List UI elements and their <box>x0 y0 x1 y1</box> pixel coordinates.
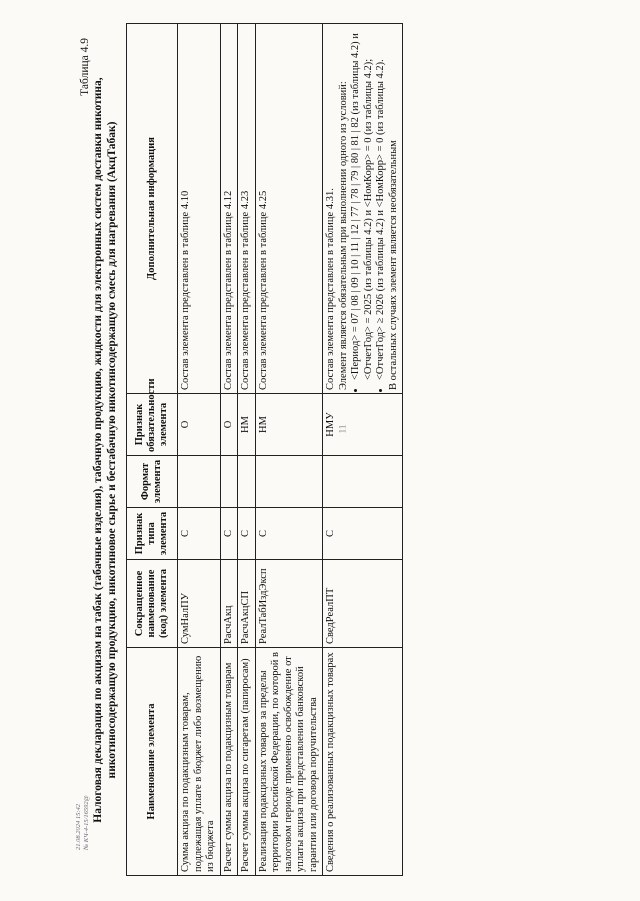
header-code: Сокращенное наименование (код) элемента <box>127 560 178 648</box>
stamp-line: 21.08.2024 15:42 <box>75 803 82 850</box>
cell-code: РасчАкцСП <box>238 560 256 648</box>
cell-type: С <box>323 508 403 560</box>
cell-required: НМУ <box>323 394 403 456</box>
header-type: Признак типа элемента <box>127 508 178 560</box>
table-row <box>178 24 221 876</box>
cell-name: Реализация подакцизных товаров за пределы территории Российской Федерации, по которой в налоговом периоде применено освобождение от уплаты акциза при представлении банковской гарантии или договора поручительства <box>255 648 323 876</box>
elements-table <box>126 23 403 876</box>
cell-format <box>220 456 238 508</box>
cell-type: С <box>178 508 221 560</box>
cell-info <box>323 24 403 394</box>
cell-name: Сумма акциза по подакцизным товарам, подлежащая уплате в бюджет либо возмещению из бюджета <box>178 648 221 876</box>
cell-format <box>323 456 403 508</box>
header-format: Формат элемента <box>127 456 178 508</box>
cell-type: С <box>238 508 256 560</box>
cell-info: Состав элемента представлен в таблице 4.25 <box>255 24 323 394</box>
page-number: 11 <box>337 424 348 434</box>
cell-info: Состав элемента представлен в таблице 4.10 <box>178 24 221 394</box>
header-info: Дополнительная информация <box>127 24 178 394</box>
table-row <box>238 24 256 876</box>
cell-info: Состав элемента представлен в таблице 4.12 <box>220 24 238 394</box>
cell-code: СумНалПУ <box>178 560 221 648</box>
cell-required: НМ <box>238 394 256 456</box>
table-number: Таблица 4.9 <box>79 38 91 96</box>
info-outro: В остальных случаях элемент является необязательным <box>387 140 399 390</box>
cell-code: РеалТабИздЭксп <box>255 560 323 648</box>
cell-name: Расчет суммы акциза по подакцизным товарам <box>220 648 238 876</box>
table-row <box>323 24 403 876</box>
rotated-page <box>78 24 488 876</box>
cell-required: НМ <box>255 394 323 456</box>
header-name: Наименование элемента <box>127 648 178 876</box>
cell-format <box>178 456 221 508</box>
cell-info: Состав элемента представлен в таблице 4.23 <box>238 24 256 394</box>
table-row <box>255 24 323 876</box>
cell-format <box>238 456 256 508</box>
cell-name: Расчет суммы акциза по сигаретам (папиросам) <box>238 648 256 876</box>
cell-required: О <box>178 394 221 456</box>
cell-code: РасчАкц <box>220 560 238 648</box>
condition-list <box>350 27 388 390</box>
cell-type: С <box>255 508 323 560</box>
condition-item: • <Период> = 07 | 08 | 09 | 10 | 11 | 12 | 77 | 78 | 79 | 80 | 81 | 82 (из таблицы 4.2) и <ОтчетГод> = 2025 (из таблицы 4.2) и <НомКорр> = 0 (из таблицы 4.2); <box>350 27 375 380</box>
cell-format <box>255 456 323 508</box>
condition-item: • <ОтчетГод> ≥ 2026 (из таблицы 4.2) и <НомКорр> = 0 (из таблицы 4.2). <box>375 27 388 380</box>
cell-type: С <box>220 508 238 560</box>
cell-name: Сведения о реализованных подакцизных товарах <box>323 648 403 876</box>
cell-code: СведРеалПТ <box>323 560 403 648</box>
table-header-row <box>127 24 178 876</box>
stamp-line: № КЧ-4-15/16592@ <box>83 795 90 850</box>
cell-required: О <box>220 394 238 456</box>
header-required: Признак обязательности элемента <box>127 394 178 456</box>
info-intro: Состав элемента представлен в таблице 4.31. Элемент является обязательным при выполнении одного из условий: <box>325 81 349 390</box>
table-title: Налоговая декларация по акцизам на табак (табачные изделия), табачную продукцию, жидкости для электронных систем доставки никотина, никотиносодержащую продукцию, никотиновое сырье и бестабачную никотинсодержащую смесь для нагревания (АкцТабак) <box>92 77 118 823</box>
table-row <box>220 24 238 876</box>
